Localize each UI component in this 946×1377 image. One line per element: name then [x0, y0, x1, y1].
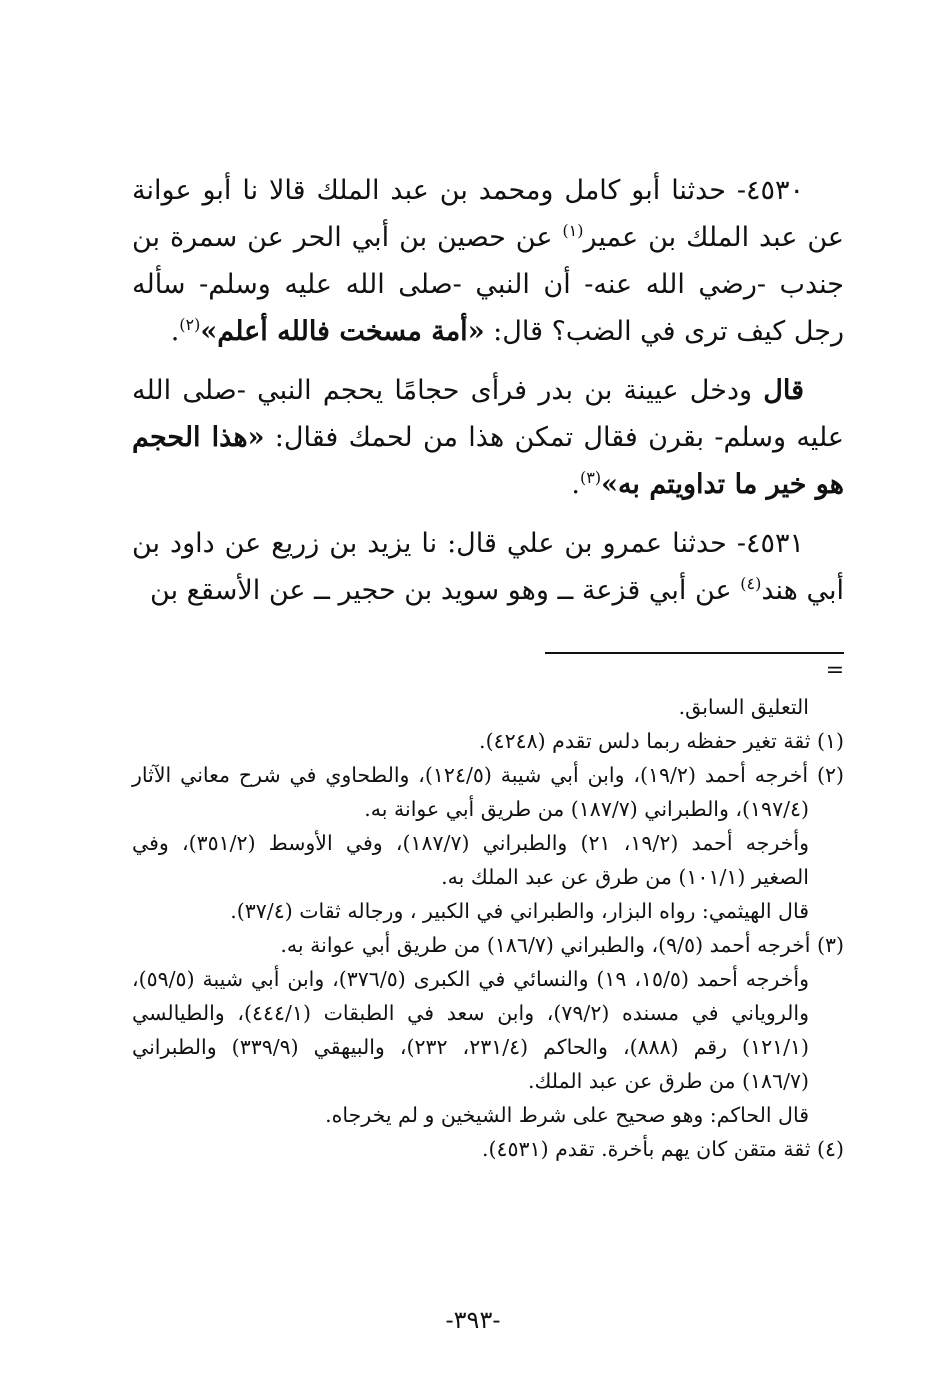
note-2-haythami: قال الهيثمي: رواه البزار، والطبراني في الكبير ، ورجاله ثقات (٣٧/٤). — [230, 899, 809, 923]
hadith-4530-quote: «أمة مسخت فالله أعلم» — [200, 316, 485, 347]
qal-quote: «هذا الحجم هو خير ما تداويتم به» — [132, 422, 844, 500]
note-4: (٤) ثقة متقن كان يهم بأخرة. تقدم (٤٥٣١). — [482, 1137, 844, 1161]
continuation-mark: = — [825, 658, 845, 683]
note-previous: التعليق السابق. — [678, 695, 809, 719]
note-3: (٣) أخرجه أحمد (٩/٥)، والطبراني (١٨٦/٧) من طريق أبي عوانة به. — [280, 933, 844, 957]
hadith-4530 — [132, 167, 844, 355]
footnotes — [132, 690, 844, 1166]
footnote-ref-2[interactable]: (٢) — [179, 315, 201, 334]
note-2-more: وأخرجه أحمد (١٩/٢، ٢١) والطبراني (١٨٧/٧)، وفي الأوسط (٣٥١/٢)، وفي الصغير (١٠١/١) من طرق عن عبد الملك به. — [132, 831, 809, 889]
hadith-4530-end: . — [170, 316, 180, 347]
qal-paragraph — [132, 367, 844, 508]
qal-text: ودخل عيينة بن بدر فرأى حجامًا يحجم النبي -صلى الله عليه وسلم- بقرن فقال تمكن هذا من لحمك فقال: — [132, 375, 844, 453]
note-2: (٢) أخرجه أحمد (١٩/٢)، وابن أبي شيبة (١٢٤/٥)، والطحاوي في شرح معاني الآثار (١٩٧/٤)، والطبراني (١٨٧/٧) من طريق أبي عوانة به. — [132, 763, 844, 821]
note-3-more: وأخرجه أحمد (١٥/٥، ١٩) والنسائي في الكبرى (٣٧٦/٥)، وابن أبي شيبة (٥٩/٥)، والروياني في مسنده (٧٩/٢)، وابن سعد في الطبقات (٤٤٤/١)، والطيالسي (١٢١/١) رقم (٨٨٨)، والحاكم (٢٣١/٤، ٢٣٢)، والبيهقي (٣٣٩/٩) والطبراني (١٨٦/٧) من طرق عن عبد الملك. — [132, 967, 810, 1093]
hadith-4531-text-1: ٤٥٣١- حدثنا عمرو بن علي قال: نا يزيد بن زريع عن داود بن أبي هند — [132, 528, 844, 606]
note-3-hakim: قال الحاكم: وهو صحيح على شرط الشيخين و لم يخرجاه. — [325, 1103, 809, 1127]
footnote-divider — [545, 652, 844, 654]
note-1: (١) ثقة تغير حفظه ربما دلس تقدم (٤٢٤٨). — [479, 729, 844, 753]
hadith-4530-text-1: ٤٥٣٠- حدثنا أبو كامل ومحمد بن عبد الملك قالا نا أبو عوانة عن عبد الملك بن عمير — [132, 175, 845, 253]
footnote-ref-1[interactable]: (١) — [562, 221, 584, 240]
qal-end: . — [571, 469, 580, 500]
qal-lead: قال — [763, 375, 804, 406]
footnote-ref-4[interactable]: (٤) — [740, 574, 762, 593]
hadith-4531-text-2: عن أبي قزعة ــ وهو سويد بن حجير ــ عن الأسقع بن — [150, 575, 741, 606]
page-number: -٣٩٣- — [445, 1306, 501, 1334]
hadith-4530-text-2: عن حصين بن أبي الحر عن سمرة بن جندب -رضي الله عنه- أن النبي -صلى الله عليه وسلم- سأله رجل كيف ترى في الضب؟ قال: — [132, 222, 844, 347]
footnote-ref-3[interactable]: (٣) — [579, 468, 602, 487]
main-text — [132, 167, 844, 626]
hadith-4531 — [132, 520, 844, 614]
